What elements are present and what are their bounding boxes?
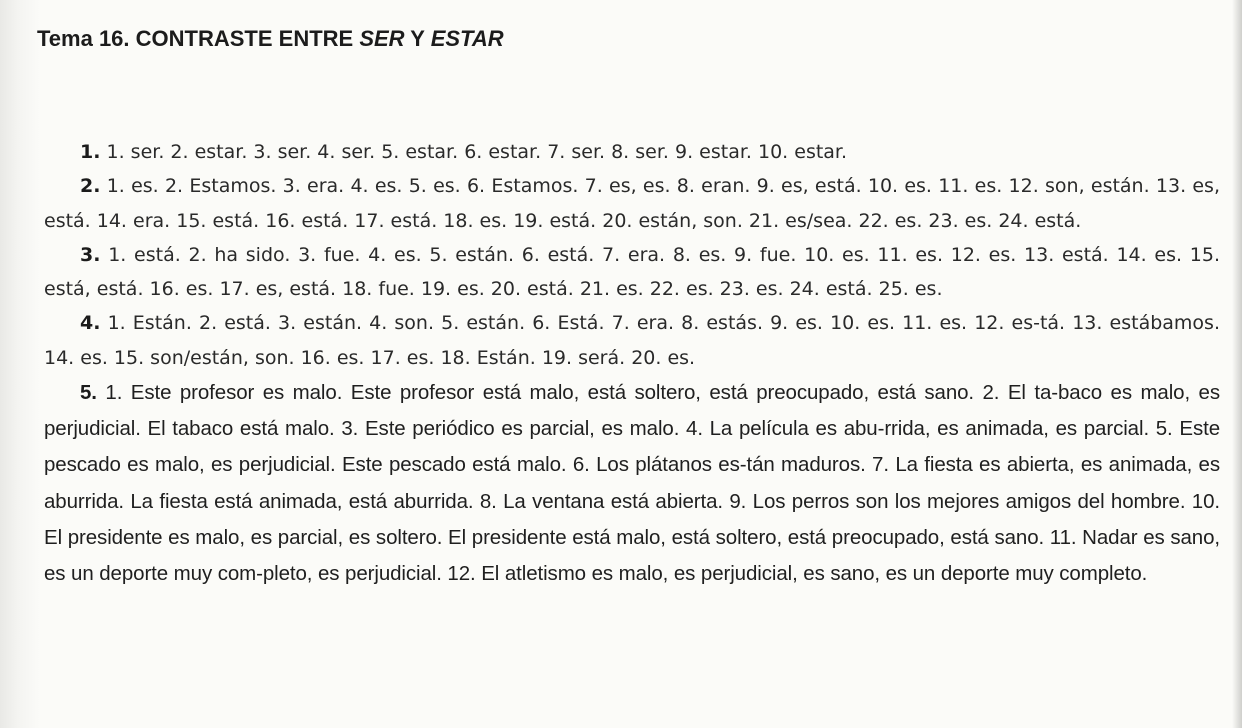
exercise-1 bbox=[44, 135, 1220, 169]
exercise-number: 2. bbox=[80, 175, 101, 198]
exercise-5 bbox=[44, 375, 1220, 592]
exercise-text: 1. está. 2. ha sido. 3. fue. 4. es. 5. están. 6. está. 7. era. 8. es. 9. fue. 10. es. 11. es. 12. es. 13. está. 14. es. 15. está, está. 16. es. 17. es, está. 18. fue. 19. es. 20. está. 21. es. 22. es. 23. es. 24. está. 25. es. bbox=[44, 243, 1220, 301]
exercise-number: 3. bbox=[80, 243, 101, 266]
exercise-text: 1. ser. 2. estar. 3. ser. 4. ser. 5. estar. 6. estar. 7. ser. 8. ser. 9. estar. 10. estar. bbox=[106, 141, 848, 163]
page-title bbox=[37, 26, 504, 52]
exercise-2 bbox=[44, 169, 1220, 238]
exercise-text: 1. Están. 2. está. 3. están. 4. son. 5. están. 6. Está. 7. era. 8. estás. 9. es. 10. es. 11. es. 12. es-tá. 13. estábamos. 14. es. 15. son/están, son. 16. es. 17. es. 18. Están. 19. será. 20. es. bbox=[44, 312, 1220, 369]
title-ser: SER bbox=[359, 26, 405, 51]
exercise-text: 1. es. 2. Estamos. 3. era. 4. es. 5. es. 6. Estamos. 7. es, es. 8. eran. 9. es, está. 10. es. 11. es. 12. son, están. 13. es, está. 14. era. 15. está. 16. está. 17. está. 18. es. 19. está. 20. están, son. 21. es/sea. 22. es. 23. es. 24. está. bbox=[44, 175, 1220, 232]
exercise-number: 5. bbox=[80, 381, 97, 405]
exercise-text: 1. Este profesor es malo. Este profesor está malo, está soltero, está preocupado, está sano. 2. El ta-baco es malo, es perjudicial. El tabaco está malo. 3. Este periódico es parcial, es malo. 4. La película es abu-rrida, es animada, es parcial. 5. Este pescado es malo, es perjudicial. Este pescado está malo. 6. Los plátanos es-tán maduros. 7. La fiesta es abierta, es animada, es aburrida. La fiesta está animada, está aburrida. 8. La ventana está abierta. 9. Los perros son los mejores amigos del hombre. 10. El presidente es malo, es parcial, es soltero. El presidente está malo, está soltero, está preocupado, está sano. 11. Nadar es sano, es un deporte muy com-pleto, es perjudicial. 12. El atletismo es malo, es perjudicial, es sano, es un deporte muy completo. bbox=[44, 381, 1220, 586]
exercise-3 bbox=[44, 238, 1220, 307]
page-edge-shadow bbox=[1232, 0, 1242, 728]
exercise-4 bbox=[44, 306, 1220, 375]
exercise-number: 4. bbox=[80, 312, 101, 335]
title-estar: ESTAR bbox=[430, 26, 504, 51]
title-connector: Y bbox=[404, 26, 431, 51]
answer-key bbox=[44, 135, 1220, 592]
title-prefix: Tema 16. CONTRASTE ENTRE bbox=[37, 26, 360, 51]
exercise-number: 1. bbox=[80, 141, 101, 163]
